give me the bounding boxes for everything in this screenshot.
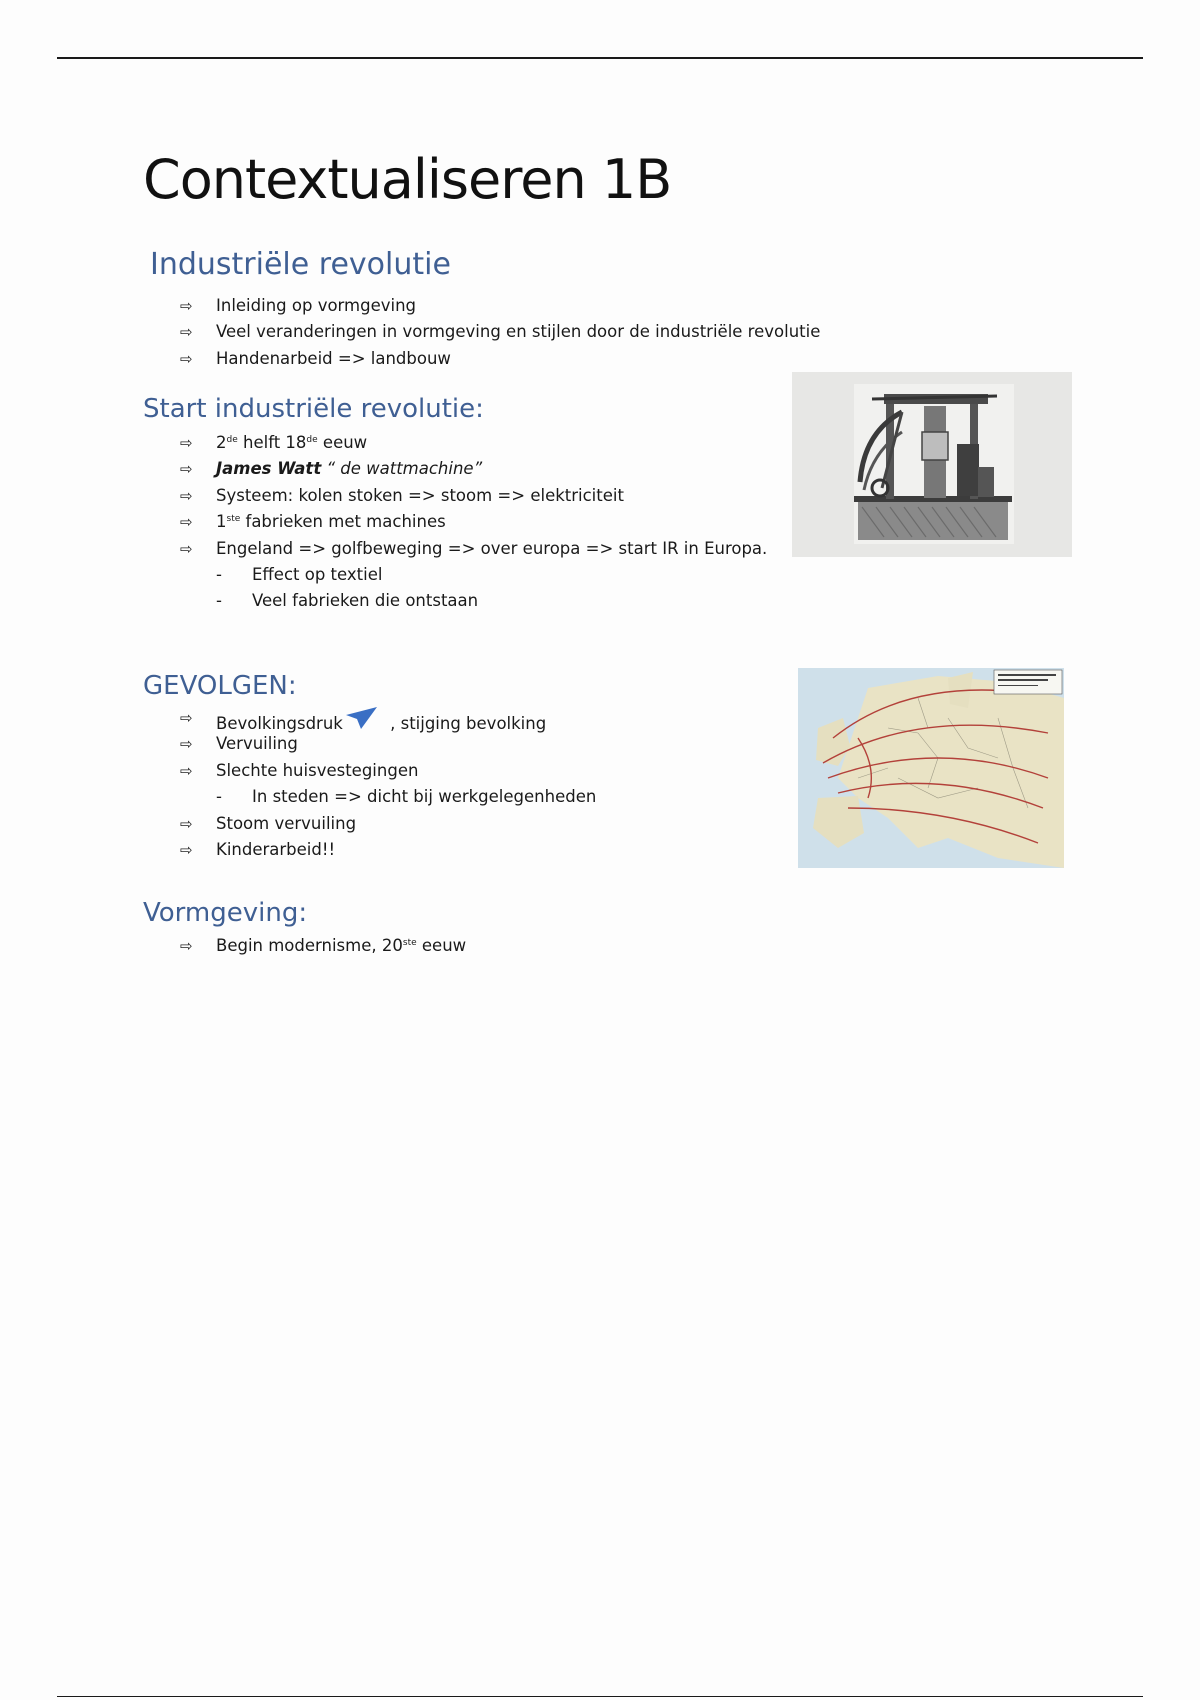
list-item: ⇨ Kinderarbeid!! [180, 837, 596, 863]
list-item: ⇨ 1ste fabrieken met machines [180, 509, 767, 535]
gevolgen-list [180, 705, 596, 863]
arrow-bullet-icon: ⇨ [180, 709, 193, 727]
sub-list-item: - Effect op textiel [216, 564, 383, 584]
list-item: ⇨ Systeem: kolen stoken => stoom => elektriciteit [180, 483, 767, 509]
arrow-bullet-icon: ⇨ [180, 761, 193, 780]
document-title: Contextualiseren 1B [143, 148, 672, 211]
list-item: ⇨ Slechte huisvestegingen [180, 758, 596, 784]
intro-list [180, 293, 820, 372]
europe-map-image [798, 668, 1064, 868]
list-item: ⇨ James Watt “ de wattmachine” [180, 456, 767, 482]
steam-engine-image [792, 372, 1072, 557]
list-item: ⇨ Veel veranderingen in vormgeving en stijlen door de industriële revolutie [180, 319, 820, 345]
list-item: ⇨ 2de helft 18de eeuw [180, 430, 767, 456]
list-item: ⇨ Engeland => golfbeweging => over europa => start IR in Europa. [180, 536, 767, 562]
arrow-bullet-icon: ⇨ [180, 297, 193, 315]
arrow-bullet-icon: ⇨ [180, 434, 193, 452]
arrow-bullet-icon: ⇨ [180, 513, 193, 532]
sub-list-item: - In steden => dicht bij werkgelegenheden [216, 787, 597, 807]
arrow-bullet-icon: ⇨ [180, 735, 193, 754]
list-item: ⇨ Inleiding op vormgeving [180, 293, 820, 319]
list-item: ⇨ Vervuiling [180, 731, 596, 757]
arrow-bullet-icon: ⇨ [180, 460, 193, 479]
list-item: ⇨ Bevolkingsdruk , stijging bevolking [180, 705, 596, 731]
arrow-bullet-icon: ⇨ [180, 323, 193, 342]
heading-industriele-revolutie: Industriële revolutie [150, 247, 451, 282]
heading-start-industriele-revolutie: Start industriële revolutie: [143, 394, 484, 424]
heading-gevolgen: GEVOLGEN: [143, 671, 297, 701]
footer-rule [57, 1696, 1143, 1697]
arrow-bullet-icon: ⇨ [180, 840, 193, 859]
person-name: James Watt [216, 459, 322, 479]
header-rule [57, 57, 1143, 59]
list-item: ⇨ Stoom vervuiling [180, 811, 596, 837]
vormgeving-list [180, 933, 466, 959]
list-item: ⇨ Handenarbeid => landbouw [180, 346, 820, 372]
arrow-bullet-icon: ⇨ [180, 486, 193, 505]
arrow-bullet-icon: ⇨ [180, 539, 193, 558]
heading-vormgeving: Vormgeving: [143, 898, 308, 928]
arrow-bullet-icon: ⇨ [180, 937, 193, 955]
up-arrow-icon [343, 705, 385, 731]
arrow-bullet-icon: ⇨ [180, 814, 193, 833]
arrow-bullet-icon: ⇨ [180, 349, 193, 368]
sub-list-item: - Veel fabrieken die ontstaan [216, 591, 479, 611]
list-item: ⇨ Begin modernisme, 20ste eeuw [180, 933, 466, 959]
start-list [180, 430, 767, 615]
